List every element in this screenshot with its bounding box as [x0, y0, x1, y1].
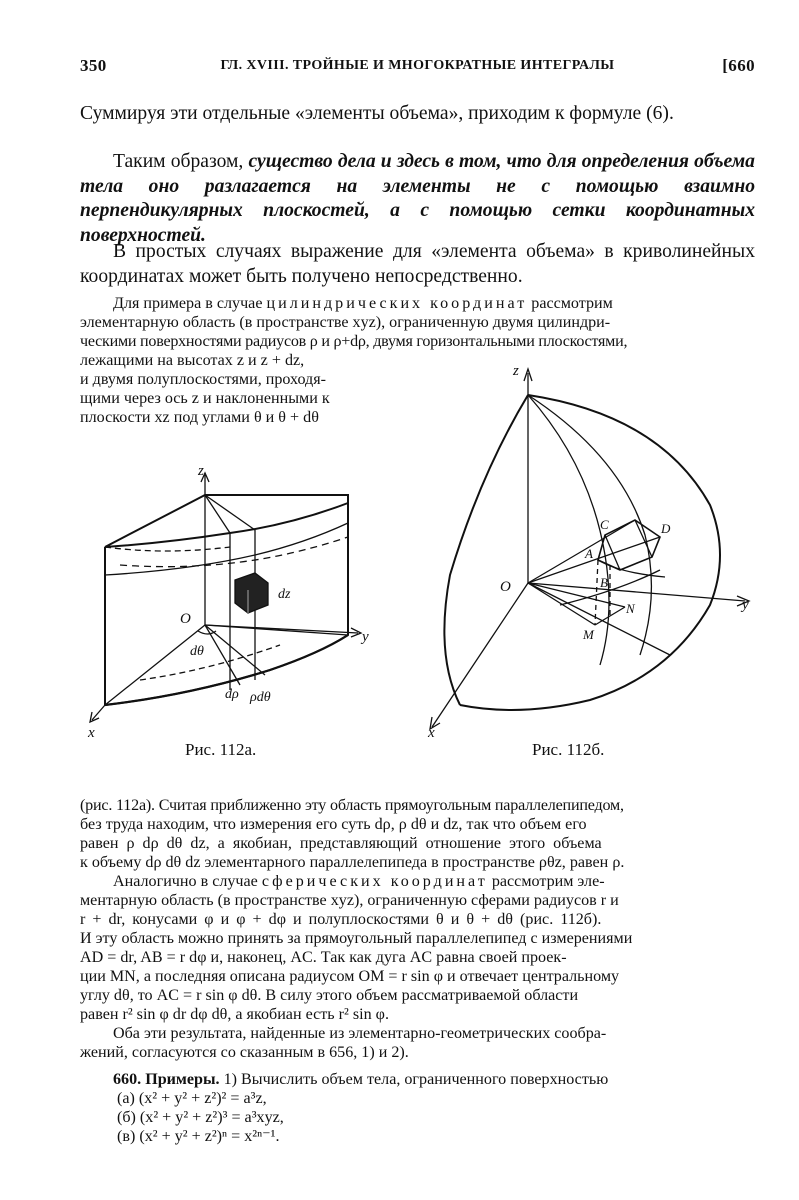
paragraph-spherical-line8: равен r² sin φ dr dφ dθ, а якобиан есть r² sin φ.	[80, 1006, 389, 1023]
caption-112a: Рис. 112а.	[185, 740, 257, 759]
paragraph-thus-lead: Таким образом,	[113, 151, 244, 172]
paragraph-spherical-line6: ции MN, а последняя описана радиусом OM = r sin φ и отвечает центральному	[80, 968, 620, 985]
running-header	[80, 56, 755, 82]
paragraph-summing: Суммируя эти отдельные «элементы объема», приходим к формуле (6).	[80, 103, 674, 124]
y-axis	[528, 583, 745, 601]
paragraph-simple-cases: В простых случаях выражение для «элемента объема» в криволинейных координатах может быть получено непосредственно.	[80, 241, 755, 287]
paragraph-112a-line2: без труда находим, что измерения его суть dρ, ρ dθ и dz, так что объем его	[80, 816, 587, 833]
inner-bottom-x	[105, 625, 205, 705]
label-dz: dz	[278, 587, 291, 602]
section-number: [660	[722, 56, 755, 75]
projection-am	[595, 560, 598, 625]
label-z: z	[198, 463, 204, 479]
paragraph-cylindrical-line1	[80, 294, 755, 314]
text-fragment: Аналогично в случае	[113, 873, 258, 890]
spaced-term: сферических координат	[261, 873, 488, 890]
page-number: 350	[80, 56, 107, 75]
inner-top-diag2	[205, 495, 255, 530]
paragraph-112a-line3: равен ρ dρ dθ dz, а якобиан, представляющий отношение этого объема	[80, 835, 602, 852]
paragraph-spherical-line5: AD = dr, AB = r dφ и, наконец, AC. Так как дуга AC равна своей проек-	[80, 949, 567, 966]
section-660-heading: 660. Примеры.	[113, 1071, 220, 1088]
section-660-intro: 1) Вычислить объем тела, ограниченного поверхностью	[223, 1071, 609, 1088]
example-item-b: (б) (x² + y² + z²)³ = a³xyz,	[117, 1109, 284, 1126]
paragraph-cylindrical-line3: ческими поверхностями радиусов ρ и ρ+dρ, двумя горизонтальными плоскостями,	[80, 333, 628, 350]
figure-112b-drawing	[420, 355, 760, 740]
figure-112a-drawing	[80, 455, 380, 745]
label-x: x	[428, 725, 435, 740]
meridian-2	[528, 395, 651, 655]
label-x: x	[88, 725, 95, 741]
caption-112b: Рис. 112б.	[532, 740, 605, 759]
volume-element	[235, 573, 268, 613]
text-fragment: Для примера в случае	[113, 295, 263, 312]
label-rhodtheta: ρdθ	[250, 690, 271, 705]
paragraph-cylindrical-line6: щими через ось z и наклоненными к	[80, 390, 330, 407]
paragraph-spherical-line4: И эту область можно принять за прямоугольный параллелепипед с измерениями	[80, 930, 633, 947]
chapter-title: ГЛ. XVIII. ТРОЙНЫЕ И МНОГОКРАТНЫЕ ИНТЕГРАЛЫ	[220, 58, 615, 73]
y-axis	[205, 625, 358, 633]
paragraph-spherical-line3: r + dr, конусами φ и φ + dφ и полуплоскостями θ и θ + dθ (рис. 112б).	[80, 911, 602, 928]
paragraph-thus	[80, 150, 755, 248]
paragraph-spherical-line1	[80, 872, 755, 892]
paragraph-112a-line1: (рис. 112а). Считая приближенно эту область прямоугольным параллелепипедом,	[80, 797, 624, 814]
example-item-c: (в) (x² + y² + z²)ⁿ = x²ⁿ⁻¹.	[117, 1128, 280, 1145]
label-drho: dρ	[225, 687, 239, 702]
paragraph-spherical-line7: углу dθ, то AC = r sin φ dθ. В силу этого объем рассматриваемой области	[80, 987, 579, 1004]
label-origin: O	[180, 611, 191, 627]
label-dtheta: dθ	[190, 644, 204, 659]
label-c: C	[600, 517, 609, 532]
section-660-heading-line	[80, 1070, 755, 1089]
sphere-left-meridian	[444, 395, 528, 705]
paragraph-112a-line4: к объему dρ dθ dz элементарного параллелепипеда в пространстве ρθz, равен ρ.	[80, 854, 625, 871]
inner-top-diag1	[205, 495, 230, 533]
paragraph-cylindrical-line4: лежащими на высотах z и z + dz,	[80, 352, 305, 369]
label-y: y	[362, 629, 369, 645]
outer-top-edge	[105, 523, 348, 575]
label-z: z	[513, 363, 519, 379]
text-fragment: рассмотрим эле-	[491, 873, 605, 890]
label-y: y	[742, 597, 749, 613]
spaced-term: цилиндрических координат	[266, 295, 528, 312]
label-b: B	[600, 575, 608, 590]
figure-112a	[80, 455, 380, 745]
top-dashed-arc	[105, 547, 230, 551]
example-item-a: (а) (x² + y² + z²)² = a³z,	[117, 1090, 267, 1107]
figure-112b	[420, 355, 760, 740]
label-d: D	[661, 521, 671, 536]
paragraph-thus-emphasis: существо дела и здесь в том, что для определения объема тела оно разлагается на элементы не с помощью взаимно перпендикулярных плоскостей, а с помощью сетки координатных поверхностей.	[80, 151, 755, 246]
text-fragment: рассмотрим	[531, 295, 613, 312]
label-a: A	[585, 546, 593, 561]
bottom-dashed-arc	[140, 645, 280, 680]
paragraph-both-results-line2: жений, согласуются со сказанным в 656, 1) и 2).	[80, 1044, 409, 1061]
mid-dashed-arc	[120, 537, 348, 567]
top-face	[105, 495, 348, 547]
paragraph-cylindrical-line5: и двумя полуплоскостями, проходя-	[80, 371, 327, 388]
paragraph-cylindrical-line7: плоскости xz под углами θ и θ + dθ	[80, 409, 319, 426]
label-m: M	[583, 627, 594, 642]
label-origin: O	[500, 579, 511, 595]
paragraph-both-results-line1: Оба эти результата, найденные из элементарно-геометрических сообра-	[113, 1025, 607, 1042]
paragraph-spherical-line2: ментарную область (в пространстве xyz), ограниченную сферами радиусов r и	[80, 892, 619, 909]
label-n: N	[626, 601, 635, 616]
segment-mn	[595, 607, 625, 625]
paragraph-cylindrical-line2: элементарную область (в пространстве xyz), ограниченную двумя цилиндри-	[80, 314, 611, 331]
